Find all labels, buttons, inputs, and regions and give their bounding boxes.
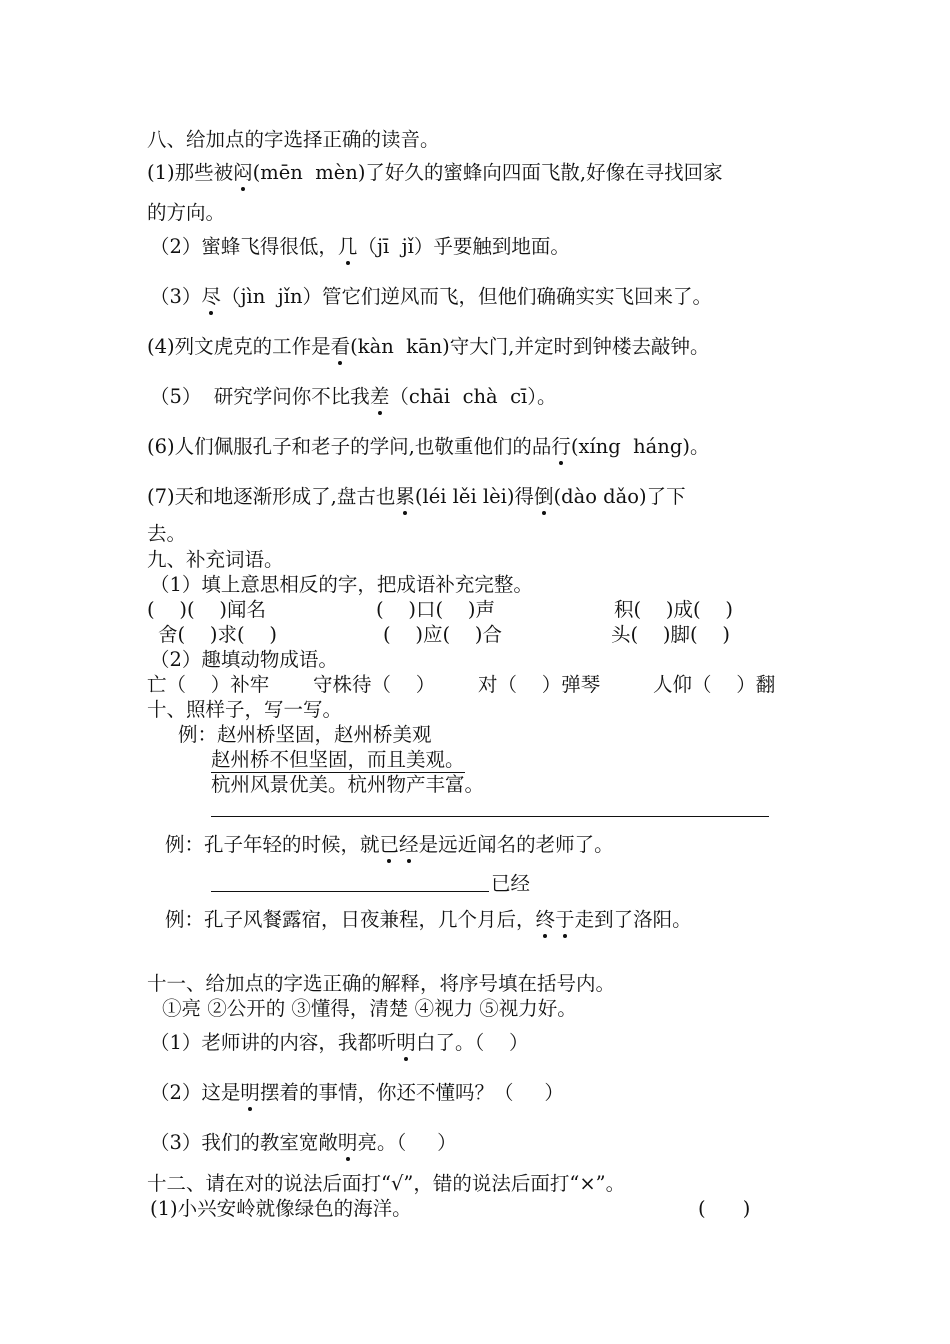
s10-example-3: 例：孔子风餐露宿，日夜兼程，几个月后，终于走到了洛阳。 (165, 908, 692, 931)
s9-sub2: （2）趣填动物成语。 (150, 648, 338, 671)
s9-row3-d: 人仰（ ）翻 (653, 673, 776, 696)
dotted-char: 闷 (233, 161, 253, 184)
s11-options: ①亮 ②公开的 ③懂得，清楚 ④视力 ⑤视力好。 (162, 997, 577, 1020)
s10-task-1: 杭州风景优美。杭州物产丰富。 (211, 773, 485, 796)
s9-row1-c: 积( )成( ) (614, 598, 734, 621)
s8-q7-line2: 去。 (147, 522, 187, 545)
s9-row3-b: 守株待（ ） (313, 673, 436, 696)
s8-q4: (4)列文虎克的工作是看(kàn kān)守大门,并定时到钟楼去敲钟。 (147, 335, 710, 358)
s10-task-2-word: 已经 (491, 872, 531, 895)
dotted-char: 累 (395, 485, 415, 508)
section-12-title: 十二、请在对的说法后面打“√”，错的说法后面打“×”。 (147, 1172, 626, 1195)
answer-line (211, 891, 489, 892)
s12-q1: (1)小兴安岭就像绿色的海洋。 (150, 1197, 412, 1220)
s9-row2-b: ( )应( )合 (383, 623, 503, 646)
dotted-char: 经 (399, 833, 419, 856)
dotted-char: 明 (396, 1031, 416, 1054)
s8-q5: （5） 研究学问你不比我差（chāi chà cī）。 (150, 385, 557, 408)
s9-row2-a: 舍( )求( ) (158, 623, 278, 646)
dotted-char: 差 (369, 385, 390, 408)
s8-q1-line1: (1)那些被闷(mēn mèn)了好久的蜜蜂向四面飞散,好像在寻找回家 (147, 161, 723, 184)
section-10-title: 十、照样子，写一写。 (147, 698, 343, 721)
dotted-char: 已 (379, 833, 400, 856)
dotted-char: 行 (551, 435, 571, 458)
s8-q2: （2）蜜蜂飞得很低，几（jī jǐ）乎要触到地面。 (150, 235, 570, 258)
s11-q3: （3）我们的教室宽敞明亮。（ ） (150, 1131, 457, 1154)
dotted-char: 尽 (201, 285, 221, 308)
s10-example-1-answer: 赵州桥不但坚固，而且美观。 (211, 748, 465, 771)
answer-line (211, 816, 769, 817)
s9-row3-a: 亡（ ）补牢 (147, 673, 270, 696)
section-9-title: 九、补充词语。 (147, 548, 284, 571)
s9-row3-c: 对（ ）弹琴 (478, 673, 601, 696)
s11-q1: （1）老师讲的内容，我都听明白了。（ ） (150, 1031, 529, 1054)
dotted-char: 终 (535, 908, 556, 931)
s9-row1-a: ( )( )闻名 (147, 598, 267, 621)
dotted-char: 几 (337, 235, 358, 258)
s9-row2-c: 头( )脚( ) (611, 623, 731, 646)
dotted-char: 倒 (534, 485, 554, 508)
dotted-char: 明 (240, 1081, 260, 1104)
s8-q6: (6)人们佩服孔子和老子的学问,也敬重他们的品行(xíng háng)。 (147, 435, 710, 458)
dotted-char: 明 (337, 1131, 358, 1154)
section-8-title: 八、给加点的字选择正确的读音。 (147, 128, 440, 151)
s9-sub1: （1）填上意思相反的字，把成语补充完整。 (150, 573, 533, 596)
s8-q1-line2: 的方向。 (147, 201, 226, 224)
s11-q2: （2）这是明摆着的事情，你还不懂吗？（ ） (150, 1081, 564, 1104)
dotted-char: 看 (330, 335, 351, 358)
s10-example-2: 例：孔子年轻的时候，就已经是远近闻名的老师了。 (165, 833, 614, 856)
s9-row1-b: ( )口( )声 (376, 598, 496, 621)
dotted-char: 于 (555, 908, 575, 931)
section-11-title: 十一、给加点的字选正确的解释，将序号填在括号内。 (147, 972, 616, 995)
s12-q1-answer-paren: ( ) (698, 1197, 751, 1220)
s8-q7-line1: (7)天和地逐渐形成了,盘古也累(léi lěi lèi)得倒(dào dǎo)了下 (147, 485, 686, 508)
s8-q3: （3）尽（jìn jǐn）管它们逆风而飞，但他们确确实实飞回来了。 (150, 285, 713, 308)
s10-example-1: 例：赵州桥坚固，赵州桥美观 (178, 723, 432, 746)
